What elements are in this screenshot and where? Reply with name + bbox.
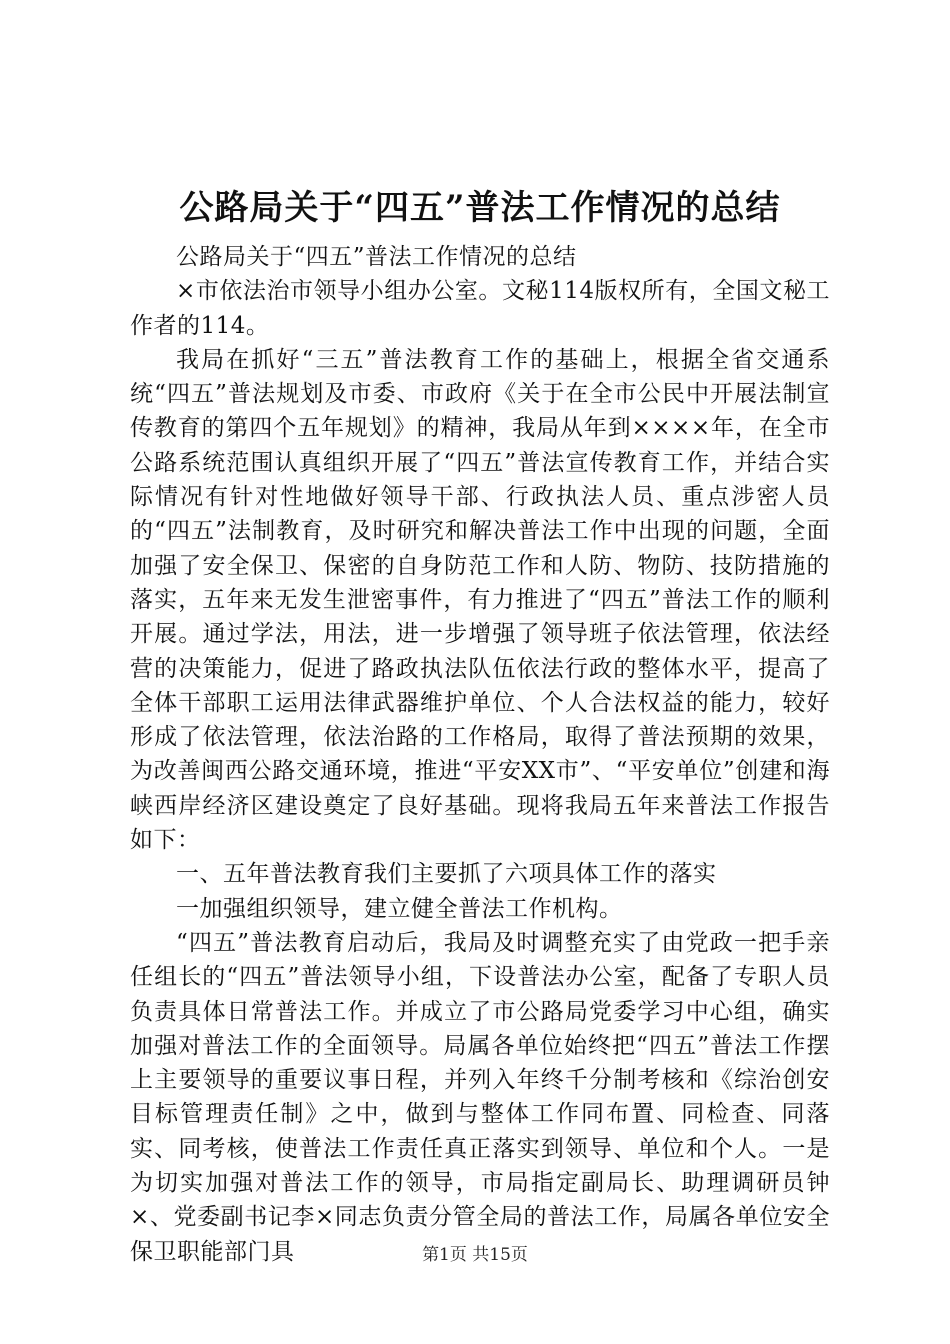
paragraph-subtitle: 公路局关于“四五”普法工作情况的总结 <box>176 244 577 270</box>
paragraph-body: “四五”普法教育启动后，我局及时调整充实了由党政一把手亲任组长的“四五”普法领导小组，下设普法办公室，配备了专职人员负责具体日常普法工作。并成立了市公路局党委学习中心组，确实加强对普法工作的全面领导。局属各单位始终把“四五”普法工作摆上主要领导的重要议事日程，并列入年终千分制考核和《综治创安目标管理责任制》之中，做到与整体工作同布置、同检查、同落实、同考核，使普法工作责任真正落实到领导、单位和个人。一是为切实加强对普法工作的领导，市局指定副局长、助理调研员钟×、党委副书记李×同志负责分管全局的普法工作，局属各单位安全保卫职能部门具 <box>130 929 830 1265</box>
page-footer: 第1页 共15页 <box>422 1245 528 1265</box>
subsection-heading: 一加强组织领导，建立健全普法工作机构。 <box>176 895 623 922</box>
section-heading: 一、五年普法教育我们主要抓了六项具体工作的落实 <box>176 861 717 888</box>
paragraph-intro: 我局在抓好“三五”普法教育工作的基础上，根据全省交通系统“四五”普法规划及市委、市政府《关于在全市公民中开展法制宣传教育的第四个五年规划》的精神，我局从年到××××年，在全市公路系统范围认真组织开展了“四五”普法宣传教育工作，并结合实际情况有针对性地做好领导干部、行政执法人员、重点涉密人员的“四五”法制教育，及时研究和解决普法工作中出现的问题，全面加强了安全保卫、保密的自身防范工作和人防、物防、技防措施的落实，五年来无发生泄密事件，有力推进了“四五”普法工作的顺利开展。通过学法，用法，进一步增强了领导班子依法管理，依法经营的决策能力，促进了路政执法队伍依法行政的整体水平，提高了全体干部职工运用法律武器维护单位、个人合法权益的能力，较好形成了依法管理，依法治路的工作格局，取得了普法预期的效果，为改善闽西公路交通环境，推进“平安XX市”、“平安单位”创建和海峡西岸经济区建设奠定了良好基础。现将我局五年来普法工作报告如下： <box>130 346 830 854</box>
document-page <box>130 182 830 1269</box>
paragraph-addressee: ×市依法治市领导小组办公室。文秘114版权所有，全国文秘工作者的114。 <box>130 278 830 339</box>
document-title: 公路局关于“四五”普法工作情况的总结 <box>179 188 781 228</box>
